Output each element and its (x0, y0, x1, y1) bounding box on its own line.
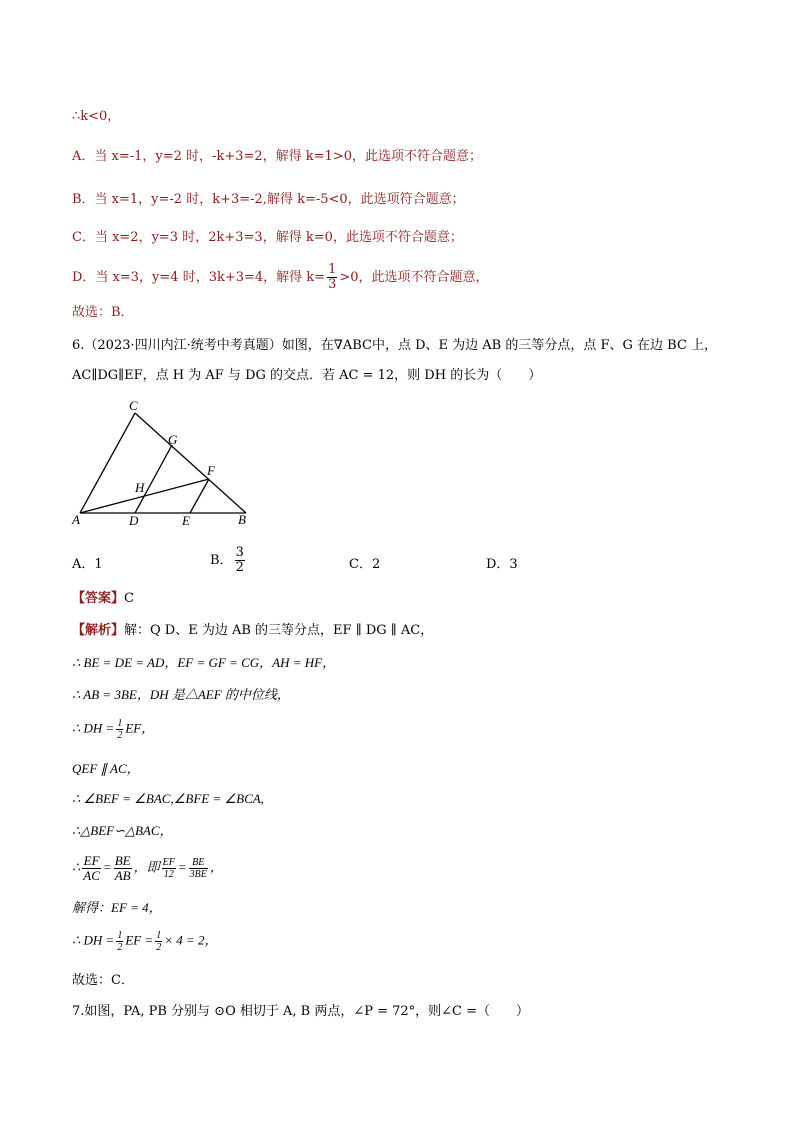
segment-ac (80, 413, 135, 513)
fraction-numerator: BE (114, 853, 131, 868)
analysis-8-pre: ∴ (72, 859, 81, 875)
fraction-denominator: 3BE (189, 869, 207, 880)
fraction-numerator: 1 (117, 930, 123, 941)
analysis-10-pre: ∴ DH = (72, 932, 115, 948)
line-therefore-k: ∴k<0， (72, 109, 121, 124)
analysis-line-7: ∴△BEF∽△BAC， (72, 823, 173, 838)
equals-sign: = (102, 859, 112, 875)
line-choose-b: 故选：B． (72, 305, 134, 320)
answer-line (72, 590, 134, 608)
option-d-fraction (327, 263, 337, 292)
question-7: 7.如图，PA, PB 分别与 ⊙O 相切于 A, B 两点，∠P = 72°，则∠C =（ ） (72, 1004, 530, 1019)
label-b: B (238, 512, 246, 527)
q6-option-b (210, 546, 247, 575)
fraction-denominator: 2 (156, 942, 162, 953)
fraction-numerator: EF (83, 853, 100, 868)
line-option-d (72, 263, 489, 292)
fraction-denominator: 12 (163, 869, 174, 880)
analysis-line-8 (72, 854, 223, 883)
segment-ef (190, 479, 209, 513)
fraction-numerator: EF (162, 857, 175, 868)
analysis-line-4 (72, 718, 154, 741)
fraction-numerator: 1 (117, 718, 123, 729)
question-6-line-2: AC∥DG∥EF，点 H 为 AF 与 DG 的交点．若 AC = 12，则 DH 的长为（ ） (72, 368, 542, 383)
question-6-line-1: 6.（2023·四川内江·统考中考真题）如图，在∇ABC中，点 D、E 为边 AB 的三等分点，点 F、G 在边 BC 上， (72, 338, 718, 353)
fraction-denominator: AB (114, 868, 131, 883)
fraction-be-ab (114, 854, 132, 883)
line-option-c: C．当 x=2，y=3 时，2k+3=3，解得 k=0，此选项不符合题意； (72, 230, 463, 245)
analysis-10-fraction-2 (155, 930, 162, 953)
label-e: E (182, 513, 190, 528)
q6-option-a: A．1 (72, 557, 103, 572)
analysis-line-3: ∴ AB = 3BE，DH 是△AEF 的中位线， (72, 687, 290, 702)
fraction-denominator: 3 (328, 277, 337, 292)
fraction-numerator: 1 (156, 930, 162, 941)
label-c: C (129, 398, 138, 413)
equals-sign: = (177, 859, 187, 875)
fraction-denominator: 2 (117, 730, 123, 741)
analysis-4-pre: ∴ DH = (72, 720, 115, 736)
option-d-text: D．当 x=3，y=4 时，3k+3=4，解得 k= (72, 270, 326, 285)
label-h: H (135, 480, 145, 495)
analysis-line-10 (72, 930, 218, 953)
label-g: G (168, 432, 178, 447)
analysis-4-fraction (116, 718, 123, 741)
fraction-denominator: 2 (117, 942, 123, 953)
fraction-ef-12 (162, 857, 176, 880)
label-d: D (129, 513, 139, 528)
analysis-line-9: 解得：EF = 4， (72, 900, 162, 915)
analysis-text-1: 解：Q D、E 为边 AB 的三等分点，EF ∥ DG ∥ AC， (124, 623, 434, 638)
line-option-a: A．当 x=-1，y=2 时，-k+3=2，解得 k=1>0，此选项不符合题意； (72, 149, 482, 164)
analysis-line-5: QEF ∥ AC， (72, 761, 140, 776)
fraction-be-3be (189, 857, 208, 880)
line-choose-c: 故选：C． (72, 973, 134, 988)
fraction-denominator: 2 (235, 560, 244, 575)
triangle-figure (70, 395, 270, 535)
option-d-text-end: >0，此选项不符合题意， (339, 270, 489, 285)
analysis-10-post: × 4 = 2， (164, 932, 218, 948)
segment-af (80, 479, 209, 513)
answer-tag: 【答案】 (72, 591, 125, 606)
line-option-b: B．当 x=1，y=-2 时，k+3=-2,解得 k=-5<0，此选项符合题意； (72, 192, 465, 207)
analysis-line-1 (72, 622, 433, 640)
answer-value: C (124, 591, 134, 606)
fraction-numerator: 3 (235, 545, 244, 560)
q6-option-b-fraction (235, 546, 245, 575)
analysis-tag: 【解析】 (72, 623, 125, 638)
analysis-8-post: ， (209, 859, 223, 875)
analysis-10-fraction-1 (116, 930, 123, 953)
fraction-ef-ac (82, 854, 101, 883)
fraction-numerator: BE (189, 857, 208, 869)
q6-option-d: D．3 (486, 557, 518, 572)
analysis-line-6: ∴ ∠BEF = ∠BAC,∠BFE = ∠BCA, (72, 791, 264, 806)
segment-cb (135, 413, 246, 513)
analysis-8-mid: ，即 (133, 859, 160, 875)
label-f: F (207, 463, 215, 478)
analysis-4-post: EF， (125, 720, 155, 736)
analysis-10-mid: EF = (125, 932, 154, 948)
label-a: A (72, 512, 80, 527)
q6-option-c: C．2 (349, 557, 381, 572)
fraction-numerator: 1 (328, 262, 337, 277)
q6-option-b-label: B． (210, 553, 233, 568)
analysis-line-2: ∴ BE = DE = AD，EF = GF = CG，AH = HF， (72, 655, 336, 670)
fraction-denominator: AC (83, 868, 100, 883)
segment-dg (135, 445, 172, 513)
